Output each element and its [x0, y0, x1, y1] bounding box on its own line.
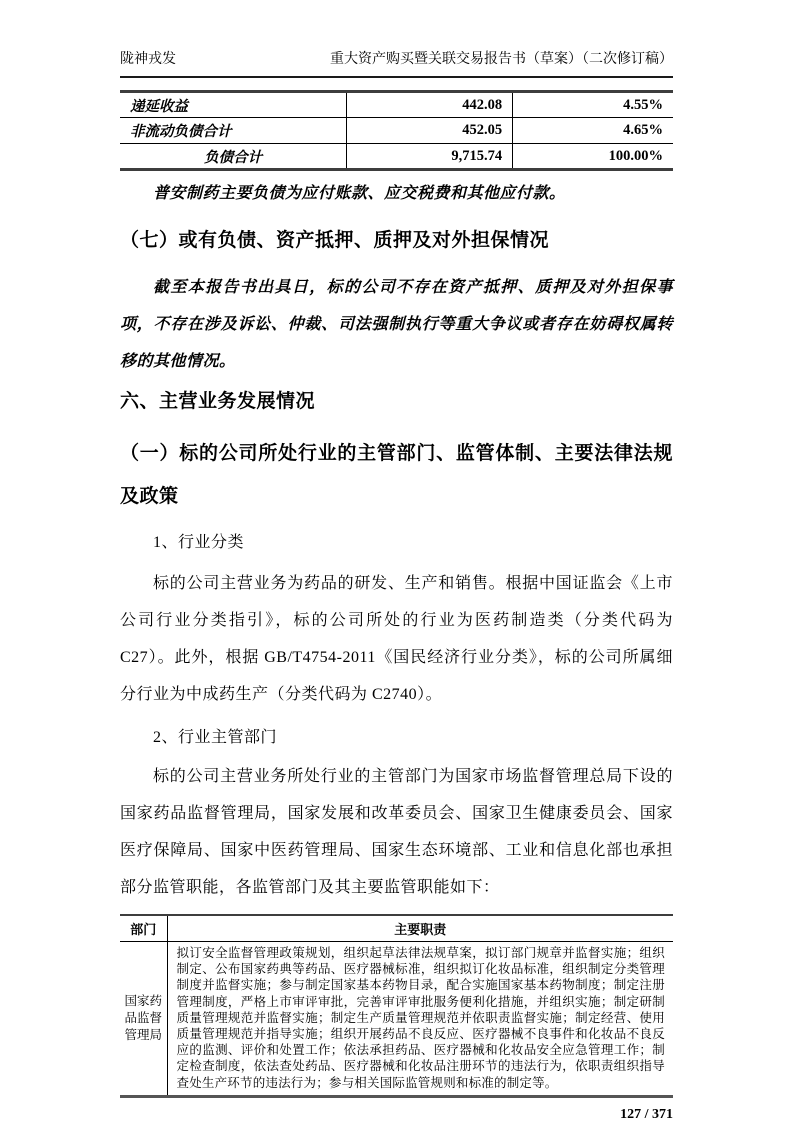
table-row: [120, 942, 673, 1097]
regulator-name: 国家药品监督管理局: [124, 993, 162, 1042]
liability-item: 非流动负债合计: [120, 118, 347, 144]
column-header-duty: 主要职责: [167, 915, 673, 942]
liability-ratio: 4.65%: [513, 118, 673, 144]
running-header: [120, 0, 673, 78]
para-industry-classification: 标的公司主营业务为药品的研发、生产和销售。根据中国证监会《上市公司行业分类指引》，标的公司所处的行业为医药制造类（分类代码为 C27）。此外，根据 GB/T4754-2011《国民经济行业分类》，标的公司所属细分行业为中成药生产（分类代码为 C2740）。: [120, 575, 673, 703]
regulators-table: [120, 914, 673, 1098]
sub-heading-industry-classification: 1、行业分类: [153, 534, 245, 551]
sub-heading-industry-authority: 2、行业主管部门: [153, 729, 278, 746]
liability-ratio: 4.55%: [513, 92, 673, 118]
regulator-duty: 拟订安全监督管理政策规划，组织起草法律法规草案，拟订部门规章并监督实施；组织制定、公布国家药典等药品、医疗器械标准，组织拟订化妆品标准，组织制定分类管理制度并监督实施；参与制定国家基本药物目录，配合实施国家基本药物制度；制定注册管理制度，严格上市审评审批，完善审评审批服务便利化措施，并组织实施；制定研制质量管理规范并监督实施；制定生产质量管理规范并依职责监督实施；制定经营、使用质量管理规范并指导实施；组织开展药品不良反应、医疗器械不良事件和化妆品不良反应的监测、评价和处置工作；依法承担药品、医疗器械和化妆品安全应急管理工作；制定检查制度，依法查处药品、医疗器械和化妆品注册环节的违法行为，依职责组织指导查处生产环节的违法行为；参与相关国际监管规则和标准的制定等。: [167, 942, 673, 1097]
liability-amount: 9,715.74: [347, 144, 513, 170]
heading-contingent-liabilities: （七）或有负债、资产抵押、质押及对外担保情况: [120, 230, 550, 251]
table-row: [120, 92, 673, 118]
column-header-department: 部门: [120, 915, 167, 942]
table-row: [120, 118, 673, 144]
liability-item-total: 负债合计: [204, 149, 263, 166]
table-row: [120, 144, 673, 170]
para-industry-authority: 标的公司主营业务所处行业的主管部门为国家市场监督管理总局下设的国家药品监督管理局，国家发展和改革委员会、国家卫生健康委员会、国家医疗保障局、国家中医药管理局、国家生态环境部、工业和信息化部也承担部分监管职能，各监管部门及其主要监管职能如下：: [120, 768, 673, 896]
liability-amount: 452.05: [347, 118, 513, 144]
header-report-title: 重大资产购买暨关联交易报告书（草案）（二次修订稿）: [330, 52, 673, 67]
heading-main-business-development: 六、主营业务发展情况: [120, 391, 316, 412]
liabilities-table: [120, 90, 673, 171]
page-number: 127 / 371: [620, 1106, 673, 1122]
liability-amount: 442.08: [347, 92, 513, 118]
liability-item: 递延收益: [120, 92, 347, 118]
liability-ratio: 100.00%: [513, 144, 673, 170]
header-company-name: 陇神戎发: [120, 52, 176, 67]
para-contingent-liabilities: 截至本报告书出具日，标的公司不存在资产抵押、质押及对外担保事项，不存在涉及诉讼、仲裁、司法强制执行等重大争议或者存在妨碍权属转移的其他情况。: [120, 279, 673, 370]
heading-industry-overview: （一）标的公司所处行业的主管部门、监管体制、主要法律法规及政策: [120, 443, 673, 507]
table-header-row: [120, 915, 673, 942]
note-main-liabilities: 普安制药主要负债为应付账款、应交税费和其他应付款。: [153, 185, 566, 202]
